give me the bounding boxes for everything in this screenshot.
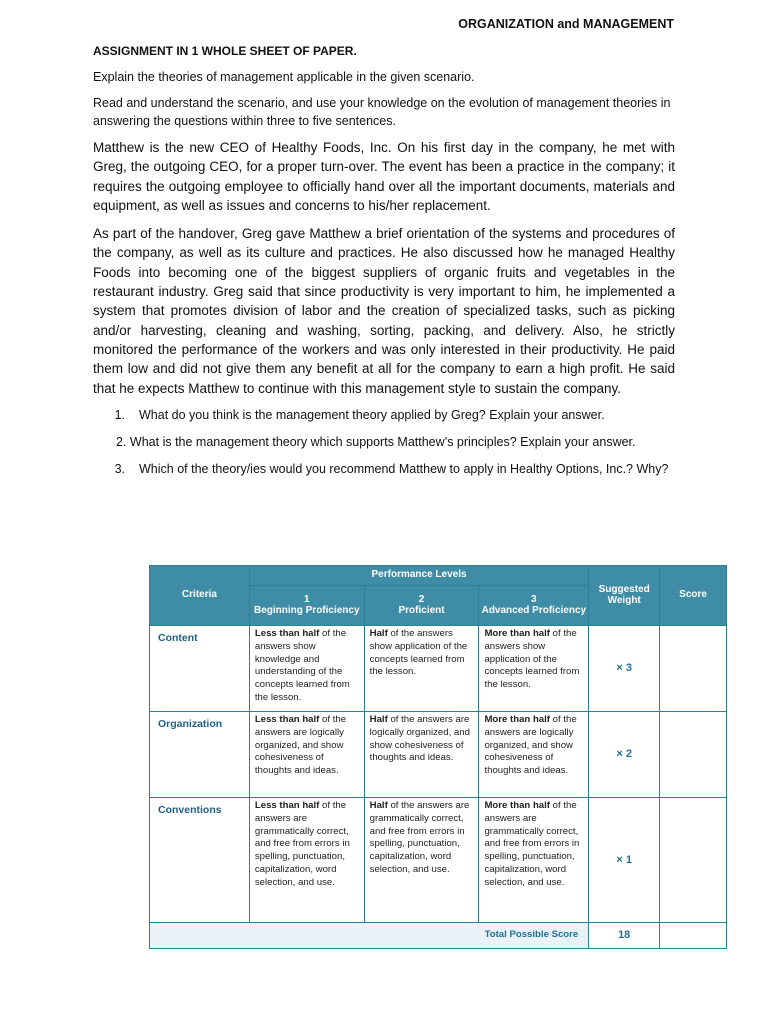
question-number: 1. bbox=[114, 407, 125, 422]
level-1-descriptor bbox=[249, 712, 364, 798]
rubric-row-content bbox=[150, 626, 727, 712]
level-name: Proficient bbox=[398, 604, 445, 616]
descriptor-bold: More than half bbox=[484, 714, 550, 725]
rubric-header-performance-levels: Performance Levels bbox=[249, 566, 588, 586]
descriptor-text: of the answers are grammatically correct, and free from errors in spelling, punctuation, capitalization, word selection, and use. bbox=[484, 800, 580, 888]
score-cell bbox=[660, 626, 727, 712]
level-number: 3 bbox=[531, 594, 537, 605]
rubric-header-level-3 bbox=[479, 586, 589, 626]
descriptor-text: of the answers show knowledge and understanding of the concepts learned from the lesson. bbox=[254, 628, 350, 703]
suggested-weight: × 2 bbox=[589, 712, 660, 798]
suggested-weight: × 3 bbox=[589, 626, 660, 712]
rubric-total-row bbox=[150, 923, 727, 949]
scenario-paragraph-1: Matthew is the new CEO of Healthy Foods, Inc. On his first day in the company, he met with Greg, the outgoing CEO, for a proper turn-over. The event has been a practice in the company; it requires the outgoing employee to officially hand over all the important documents, materials and equipment, as well as issues and concerns to his/her replacement. bbox=[93, 140, 675, 213]
level-name: Advanced Proficiency bbox=[481, 604, 587, 616]
descriptor-text: of the answers are logically organized, and show cohesiveness of thoughts and ideas. bbox=[484, 714, 577, 777]
instruction-paragraph-2: Read and understand the scenario, and use your knowledge on the evolution of management theories in answering the questions within three to five sentences. bbox=[93, 96, 671, 128]
descriptor-bold: Less than half bbox=[254, 628, 320, 639]
descriptor-text: of the answers are logically organized, and show cohesiveness of thoughts and ideas. bbox=[254, 714, 347, 777]
question-text: Which of the theory/ies would you recommend Matthew to apply in Healthy Options, Inc.? Why? bbox=[139, 461, 669, 476]
descriptor-text: of the answers show application of the concepts learned from the lesson. bbox=[484, 628, 580, 691]
instruction-paragraph-1: Explain the theories of management applicable in the given scenario. bbox=[93, 70, 475, 84]
rubric-header-criteria: Criteria bbox=[150, 566, 250, 626]
descriptor-text: of the answers are grammatically correct, and free from errors in spelling, punctuation, capitalization, word selection, and use. bbox=[254, 800, 350, 888]
level-2-descriptor bbox=[364, 712, 479, 798]
question-3 bbox=[93, 461, 675, 478]
criterion-label: Content bbox=[150, 626, 250, 712]
total-score-cell bbox=[660, 923, 727, 949]
descriptor-bold: More than half bbox=[484, 628, 550, 639]
rubric-header-level-2 bbox=[364, 586, 479, 626]
descriptor-text: of the answers show application of the concepts learned from the lesson. bbox=[369, 628, 468, 678]
level-3-descriptor bbox=[479, 798, 589, 923]
criterion-label: Conventions bbox=[150, 798, 250, 923]
level-3-descriptor bbox=[479, 712, 589, 798]
score-cell bbox=[660, 712, 727, 798]
rubric-row-organization bbox=[150, 712, 727, 798]
level-number: 2 bbox=[418, 594, 425, 605]
rubric-header-level-1 bbox=[249, 586, 364, 626]
document-body bbox=[93, 44, 675, 488]
level-2-descriptor bbox=[364, 626, 479, 712]
descriptor-text: of the answers are logically organized, and show cohesiveness of thoughts and ideas. bbox=[369, 714, 470, 764]
descriptor-bold: Half bbox=[369, 628, 388, 639]
descriptor-bold: More than half bbox=[484, 800, 550, 811]
question-1 bbox=[93, 407, 675, 424]
question-number: 3. bbox=[114, 461, 125, 476]
level-number: 1 bbox=[303, 594, 310, 605]
level-1-descriptor bbox=[249, 626, 364, 712]
descriptor-text: of the answers are grammatically correct, and free from errors in spelling, punctuation, capitalization, word selection, and use. bbox=[369, 800, 470, 875]
question-text: What is the management theory which supports Matthew’s principles? Explain your answer. bbox=[129, 434, 636, 449]
descriptor-bold: Less than half bbox=[254, 714, 320, 725]
level-name: Beginning Proficiency bbox=[253, 604, 360, 616]
rubric-table bbox=[149, 565, 727, 949]
total-possible-score-label: Total Possible Score bbox=[150, 923, 589, 949]
total-possible-score-value: 18 bbox=[589, 923, 660, 949]
page-header-title: ORGANIZATION and MANAGEMENT bbox=[458, 17, 674, 31]
rubric-header-weight: Suggested Weight bbox=[589, 566, 660, 626]
level-2-descriptor bbox=[364, 798, 479, 923]
descriptor-bold: Half bbox=[369, 800, 388, 811]
suggested-weight: × 1 bbox=[589, 798, 660, 923]
level-1-descriptor bbox=[249, 798, 364, 923]
descriptor-bold: Half bbox=[369, 714, 388, 725]
assignment-heading: ASSIGNMENT IN 1 WHOLE SHEET OF PAPER. bbox=[93, 44, 357, 58]
rubric-row-conventions bbox=[150, 798, 727, 923]
question-2 bbox=[93, 434, 675, 451]
criterion-label: Organization bbox=[150, 712, 250, 798]
rubric-header-score: Score bbox=[660, 566, 727, 626]
scenario-paragraph-2: As part of the handover, Greg gave Matthew a brief orientation of the systems and procedures of the company, as well as its culture and practices. He also discussed how he managed Healthy Foods into becoming one of the biggest suppliers of organic fruits and vegetables in the restaurant industry. Greg said that since productivity is very important to him, he implemented a system that promotes division of labor and the creation of specialized tasks, such as picking and/or harvesting, cleaning and washing, sorting, packing, and delivery. Also, he strictly monitored the performance of the workers and was only interested in their productivity. He paid them low and did not give them any benefit at all for the company to earn a high profit. He said that he expects Matthew to continue with this management style to sustain the company. bbox=[93, 226, 675, 396]
level-3-descriptor bbox=[479, 626, 589, 712]
question-text: What do you think is the management theory applied by Greg? Explain your answer. bbox=[139, 407, 605, 422]
score-cell bbox=[660, 798, 727, 923]
question-number: 2. bbox=[116, 434, 127, 449]
descriptor-bold: Less than half bbox=[254, 800, 320, 811]
